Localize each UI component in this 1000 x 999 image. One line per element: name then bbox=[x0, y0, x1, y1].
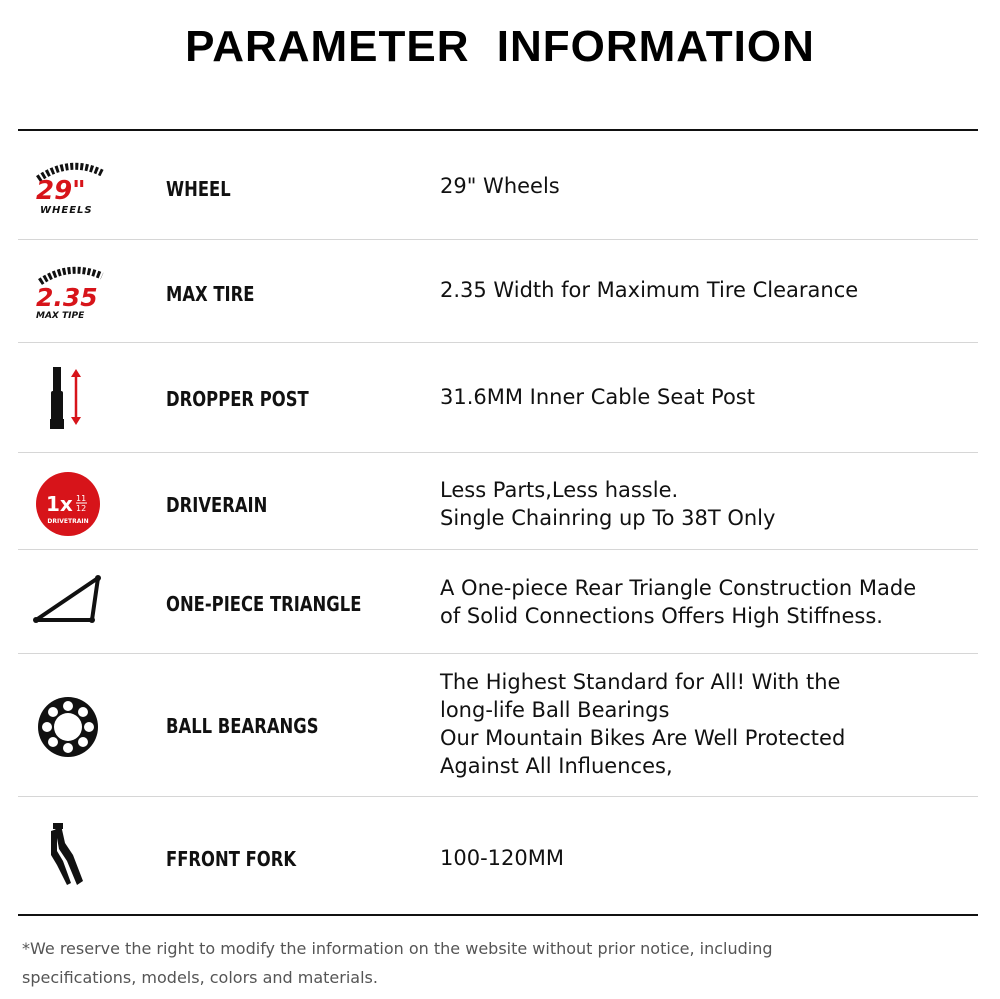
spec-label-triangle: ONE-PIECE TRIANGLE bbox=[166, 592, 362, 616]
wheel-29-icon bbox=[26, 159, 110, 219]
footnote-line: *We reserve the right to modify the information on the website without prior notice, including bbox=[22, 939, 773, 958]
value-line: long-life Ball Bearings bbox=[440, 698, 670, 722]
value-line: Less Parts,Less hassle. bbox=[440, 478, 679, 502]
spec-label-max-tire: MAX TIRE bbox=[166, 282, 255, 306]
disclaimer-footnote bbox=[22, 934, 982, 992]
wheel-icon-caption: WHEELS bbox=[40, 205, 93, 216]
drivetrain-1x12-icon bbox=[26, 471, 110, 537]
page-title: PARAMETER INFORMATION bbox=[185, 22, 815, 71]
wheel-icon-number: 29" bbox=[36, 176, 86, 206]
value-line: The Highest Standard for All! With the bbox=[440, 670, 841, 694]
spec-value-front-fork bbox=[440, 844, 564, 872]
drivetrain-icon-caption: DRIVETRAIN bbox=[47, 518, 89, 525]
value-line: of Solid Connections Offers High Stiffness. bbox=[440, 604, 883, 628]
value-line: 31.6MM Inner Cable Seat Post bbox=[440, 385, 755, 409]
spec-row-wheel bbox=[18, 131, 978, 240]
spec-value-max-tire bbox=[440, 276, 858, 304]
front-fork-icon bbox=[26, 821, 110, 889]
drivetrain-icon-top-number: 11 bbox=[76, 494, 87, 503]
ball-bearing-icon bbox=[26, 694, 110, 760]
bottom-divider bbox=[18, 914, 978, 916]
triangle-frame-icon bbox=[26, 572, 110, 628]
spec-row-ball-bearings bbox=[18, 654, 978, 797]
value-line: 100-120MM bbox=[440, 846, 564, 870]
value-line: 29" Wheels bbox=[440, 174, 560, 198]
tire-icon-number: 2.35 bbox=[36, 283, 98, 312]
value-line: A One-piece Rear Triangle Construction Made bbox=[440, 576, 917, 600]
tire-235-icon bbox=[26, 262, 110, 326]
drivetrain-icon-prefix: 1x bbox=[46, 492, 73, 516]
spec-label-ball-bearings: BALL BEARANGS bbox=[166, 714, 319, 738]
spec-row-front-fork bbox=[18, 797, 978, 914]
spec-label-wheel: WHEEL bbox=[166, 177, 231, 201]
value-line: Against All Influences, bbox=[440, 754, 673, 778]
spec-value-wheel bbox=[440, 172, 560, 200]
value-line: Single Chainring up To 38T Only bbox=[440, 506, 776, 530]
dropper-post-icon bbox=[26, 363, 110, 433]
spec-label-dropper-post: DROPPER POST bbox=[166, 387, 309, 411]
spec-value-triangle bbox=[440, 574, 916, 630]
spec-label-drivetrain: DRIVERAIN bbox=[166, 493, 268, 517]
spec-row-drivetrain bbox=[18, 453, 978, 550]
value-line: 2.35 Width for Maximum Tire Clearance bbox=[440, 278, 859, 302]
spec-label-front-fork: FFRONT FORK bbox=[166, 847, 297, 871]
spec-row-triangle bbox=[18, 550, 978, 654]
value-line: Our Mountain Bikes Are Well Protected bbox=[440, 726, 846, 750]
footnote-line: specifications, models, colors and materials. bbox=[22, 968, 378, 987]
spec-value-ball-bearings bbox=[440, 668, 845, 780]
drivetrain-icon-bottom-number: 12 bbox=[76, 504, 87, 513]
spec-value-dropper-post bbox=[440, 383, 755, 411]
tire-icon-caption: MAX TIPE bbox=[36, 311, 85, 321]
spec-value-drivetrain bbox=[440, 476, 775, 532]
spec-row-max-tire bbox=[18, 240, 978, 343]
spec-row-dropper-post bbox=[18, 343, 978, 453]
